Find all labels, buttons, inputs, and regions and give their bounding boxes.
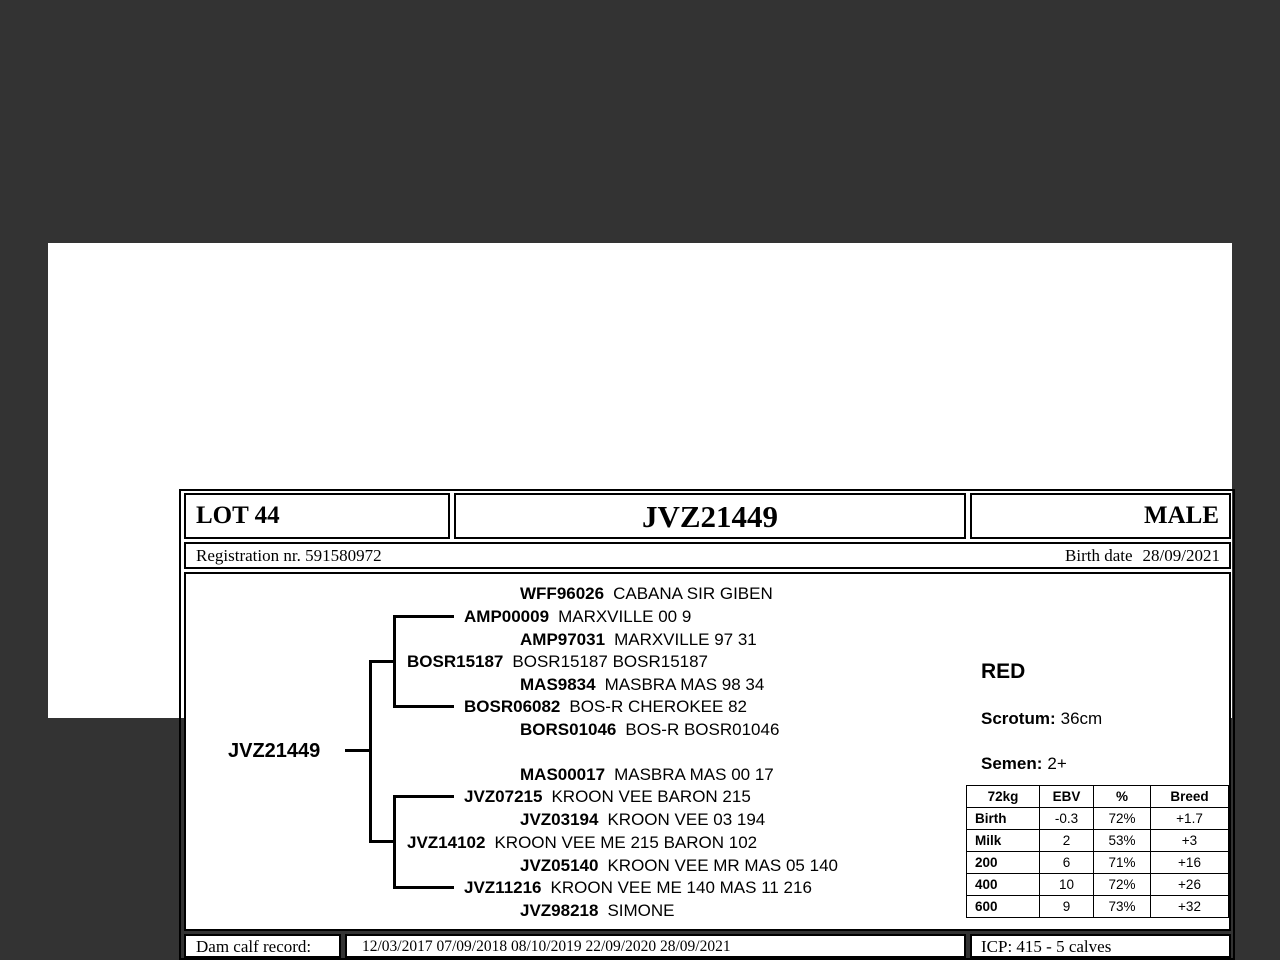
ebv-cell: 6	[1040, 852, 1094, 874]
pedigree-connector-line	[369, 660, 372, 843]
animal-name: BOS-R CHEROKEE 82	[569, 697, 747, 716]
dam-calf-record-dates: 12/03/2017 07/09/2018 08/10/2019 22/09/2020 28/09/2021	[345, 934, 966, 958]
semen-value: 2+	[1047, 754, 1067, 773]
ebv-cell: Birth	[967, 808, 1040, 830]
animal-name: KROON VEE MR MAS 05 140	[607, 856, 838, 875]
pedigree-connector-line	[393, 615, 396, 708]
pedigree-entry	[520, 809, 765, 831]
animal-name: CABANA SIR GIBEN	[613, 584, 773, 603]
document-page	[48, 243, 1232, 956]
pedigree-connector-line	[393, 795, 454, 798]
animal-id: MAS00017	[520, 765, 606, 784]
pedigree-entry	[520, 674, 764, 696]
birth-date-value: 28/09/2021	[1142, 546, 1220, 565]
animal-name: MARXVILLE 97 31	[614, 630, 757, 649]
ebv-row	[967, 808, 1229, 830]
pedigree-entry	[464, 786, 751, 808]
ebv-row	[967, 852, 1229, 874]
pedigree-entry	[520, 855, 838, 877]
pedigree-connector-line	[369, 840, 396, 843]
scrotum-value: 36cm	[1060, 709, 1103, 728]
animal-title: JVZ21449	[454, 493, 966, 539]
scrotum-label: Scrotum:	[981, 709, 1056, 728]
pedigree-root: JVZ21449	[228, 740, 321, 762]
ebv-cell: +16	[1151, 852, 1229, 874]
pedigree-entry	[520, 629, 757, 651]
registration-number: Registration nr. 591580972	[196, 546, 382, 565]
ebv-cell: 71%	[1094, 852, 1151, 874]
animal-name: SIMONE	[607, 901, 675, 920]
pedigree-entry	[520, 764, 774, 786]
ebv-cell: 10	[1040, 874, 1094, 896]
ebv-cell: +26	[1151, 874, 1229, 896]
animal-id: AMP00009	[464, 607, 550, 626]
ebv-header-cell: %	[1094, 786, 1151, 808]
semen-label: Semen:	[981, 754, 1043, 773]
animal-id: MAS9834	[520, 675, 596, 694]
ebv-cell: +3	[1151, 830, 1229, 852]
ebv-header-cell: Breed	[1151, 786, 1229, 808]
pedigree-entry	[520, 719, 779, 741]
scrotum-info	[981, 708, 1102, 730]
ebv-cell: 73%	[1094, 896, 1151, 918]
ebv-cell: -0.3	[1040, 808, 1094, 830]
ebv-cell: 400	[967, 874, 1040, 896]
ebv-cell: +1.7	[1151, 808, 1229, 830]
coat-color: RED	[981, 660, 1026, 683]
sex-label: MALE	[970, 493, 1231, 539]
pedigree-entry	[520, 583, 773, 605]
animal-id: BOSR15187	[407, 652, 504, 671]
ebv-cell: 53%	[1094, 830, 1151, 852]
ebv-cell: 72%	[1094, 874, 1151, 896]
animal-name: MASBRA MAS 98 34	[604, 675, 765, 694]
ebv-cell: 600	[967, 896, 1040, 918]
animal-id: JVZ11216	[464, 878, 542, 897]
pedigree-connector-line	[369, 660, 396, 663]
animal-id: JVZ14102	[407, 833, 486, 852]
ebv-header-cell: 72kg	[967, 786, 1040, 808]
ebv-cell: 2	[1040, 830, 1094, 852]
semen-info	[981, 753, 1067, 775]
pedigree-entry	[407, 832, 757, 854]
pedigree-entry	[464, 877, 812, 899]
ebv-header-cell: EBV	[1040, 786, 1094, 808]
pedigree-entry	[407, 651, 708, 673]
ebv-cell: Milk	[967, 830, 1040, 852]
ebv-header-row	[967, 786, 1229, 808]
animal-id: BORS01046	[520, 720, 617, 739]
animal-id: JVZ03194	[520, 810, 599, 829]
animal-name: KROON VEE ME 140 MAS 11 216	[550, 878, 812, 897]
animal-name: KROON VEE ME 215 BARON 102	[494, 833, 758, 852]
birth-date	[1065, 544, 1220, 568]
animal-name: KROON VEE BARON 215	[551, 787, 751, 806]
registration-row	[184, 542, 1231, 569]
ebv-cell: +32	[1151, 896, 1229, 918]
ebv-row	[967, 874, 1229, 896]
animal-name: BOSR15187 BOSR15187	[512, 652, 709, 671]
lot-number: LOT 44	[184, 493, 450, 539]
birth-date-label: Birth date	[1065, 546, 1133, 565]
ebv-table	[966, 785, 1229, 918]
animal-name: BOS-R BOSR01046	[625, 720, 780, 739]
ebv-row	[967, 830, 1229, 852]
dam-calf-record-label: Dam calf record:	[184, 934, 341, 958]
pedigree-entry	[464, 696, 747, 718]
animal-id: JVZ07215	[464, 787, 543, 806]
pedigree-connector-line	[345, 749, 372, 752]
animal-id: AMP97031	[520, 630, 606, 649]
animal-id: JVZ05140	[520, 856, 599, 875]
ebv-row	[967, 896, 1229, 918]
pedigree-entry	[520, 900, 675, 922]
pedigree-connector-line	[393, 886, 454, 889]
icp-info: ICP: 415 - 5 calves	[970, 934, 1231, 958]
pedigree-connector-line	[393, 795, 396, 889]
pedigree-connector-line	[393, 615, 454, 618]
animal-id: BOSR06082	[464, 697, 561, 716]
pedigree-connector-line	[393, 705, 454, 708]
animal-id: WFF96026	[520, 584, 605, 603]
animal-id: JVZ98218	[520, 901, 599, 920]
animal-name: MASBRA MAS 00 17	[614, 765, 774, 784]
pedigree-entry	[464, 606, 691, 628]
ebv-cell: 72%	[1094, 808, 1151, 830]
ebv-cell: 200	[967, 852, 1040, 874]
animal-name: MARXVILLE 00 9	[558, 607, 692, 626]
animal-name: KROON VEE 03 194	[607, 810, 766, 829]
ebv-cell: 9	[1040, 896, 1094, 918]
